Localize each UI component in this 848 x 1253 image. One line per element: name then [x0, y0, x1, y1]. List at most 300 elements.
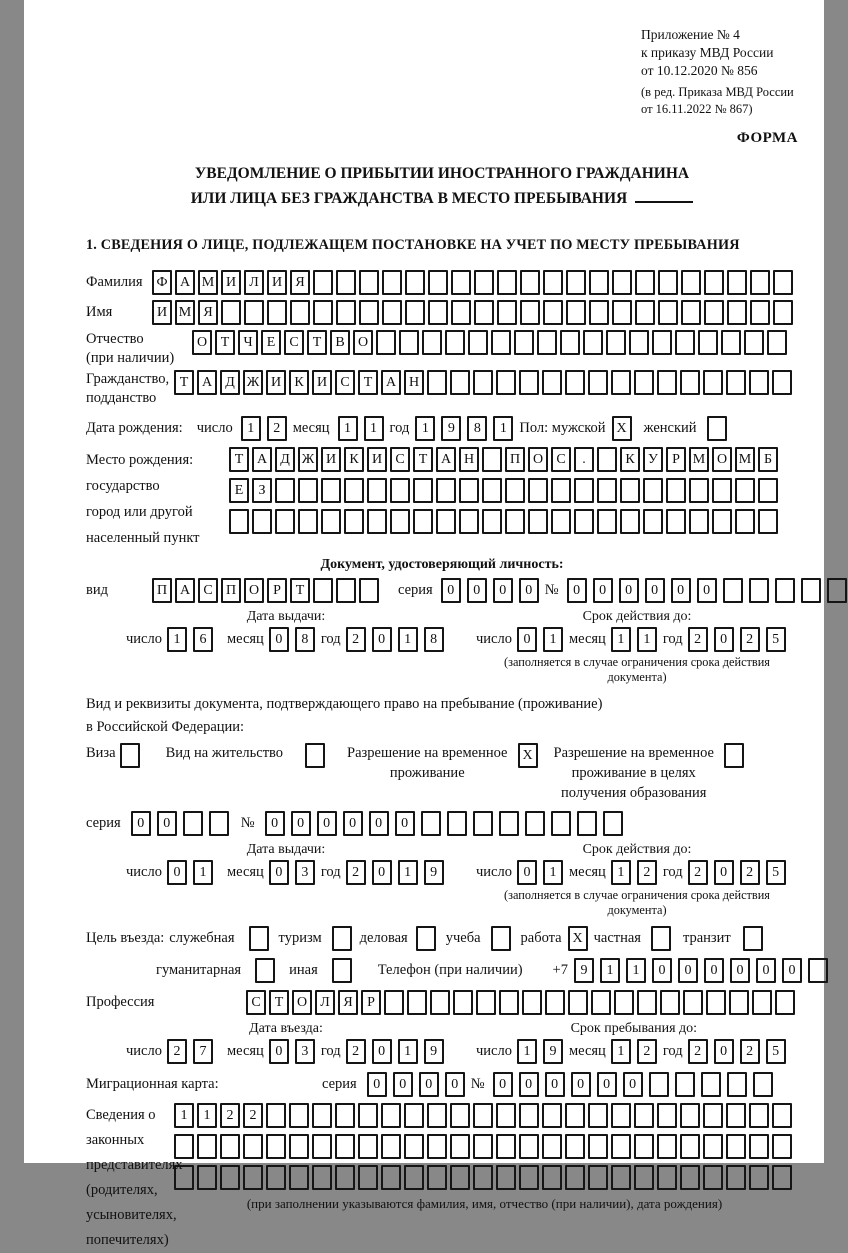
- checkbox-cell[interactable]: [305, 743, 325, 768]
- char-cell[interactable]: [473, 811, 493, 836]
- char-cell[interactable]: [635, 270, 655, 295]
- char-cell[interactable]: 0: [597, 1072, 617, 1097]
- char-cell[interactable]: [427, 1103, 447, 1128]
- char-cell[interactable]: 0: [131, 811, 151, 836]
- char-cell[interactable]: [459, 509, 479, 534]
- char-cell[interactable]: [405, 270, 425, 295]
- char-cell[interactable]: [666, 478, 686, 503]
- char-cell[interactable]: Ж: [298, 447, 318, 472]
- char-cell[interactable]: 1: [493, 416, 513, 441]
- char-cell[interactable]: [404, 1165, 424, 1190]
- char-cell[interactable]: 1: [167, 627, 187, 652]
- checkbox-cell[interactable]: [651, 926, 671, 951]
- char-cell[interactable]: 1: [193, 860, 213, 885]
- char-cell[interactable]: 8: [424, 627, 444, 652]
- char-cell[interactable]: С: [335, 370, 355, 395]
- char-cell[interactable]: 0: [730, 958, 750, 983]
- char-cell[interactable]: О: [353, 330, 373, 355]
- char-cell[interactable]: [519, 1103, 539, 1128]
- char-cell[interactable]: [266, 1165, 286, 1190]
- char-cell[interactable]: [603, 811, 623, 836]
- char-cell[interactable]: 2: [346, 627, 366, 652]
- char-cell[interactable]: 0: [493, 1072, 513, 1097]
- char-cell[interactable]: [750, 270, 770, 295]
- char-cell[interactable]: Д: [275, 447, 295, 472]
- char-cell[interactable]: Н: [404, 370, 424, 395]
- char-cell[interactable]: 1: [398, 627, 418, 652]
- char-cell[interactable]: [313, 300, 333, 325]
- char-cell[interactable]: [174, 1165, 194, 1190]
- char-cell[interactable]: 8: [295, 627, 315, 652]
- char-cell[interactable]: 1: [241, 416, 261, 441]
- char-cell[interactable]: [660, 990, 680, 1015]
- char-cell[interactable]: Т: [174, 370, 194, 395]
- char-cell[interactable]: Т: [215, 330, 235, 355]
- char-cell[interactable]: 0: [467, 578, 487, 603]
- char-cell[interactable]: [450, 1134, 470, 1159]
- char-cell[interactable]: [680, 370, 700, 395]
- char-cell[interactable]: 0: [369, 811, 389, 836]
- char-cell[interactable]: Б: [758, 447, 778, 472]
- char-cell[interactable]: [565, 1165, 585, 1190]
- char-cell[interactable]: [542, 1103, 562, 1128]
- char-cell[interactable]: [497, 300, 517, 325]
- char-cell[interactable]: [649, 1072, 669, 1097]
- char-cell[interactable]: Т: [358, 370, 378, 395]
- char-cell[interactable]: [427, 1134, 447, 1159]
- char-cell[interactable]: [289, 1165, 309, 1190]
- char-cell[interactable]: [399, 330, 419, 355]
- char-cell[interactable]: 0: [157, 811, 177, 836]
- char-cell[interactable]: Л: [315, 990, 335, 1015]
- char-cell[interactable]: О: [192, 330, 212, 355]
- char-cell[interactable]: [701, 1072, 721, 1097]
- char-cell[interactable]: [565, 1103, 585, 1128]
- char-cell[interactable]: [482, 509, 502, 534]
- char-cell[interactable]: 2: [740, 1039, 760, 1064]
- char-cell[interactable]: [312, 1103, 332, 1128]
- checkbox-cell[interactable]: X: [518, 743, 538, 768]
- char-cell[interactable]: [551, 509, 571, 534]
- char-cell[interactable]: [727, 300, 747, 325]
- char-cell[interactable]: И: [266, 370, 286, 395]
- char-cell[interactable]: [252, 509, 272, 534]
- char-cell[interactable]: [525, 811, 545, 836]
- char-cell[interactable]: [726, 1103, 746, 1128]
- char-cell[interactable]: [476, 990, 496, 1015]
- char-cell[interactable]: 5: [766, 1039, 786, 1064]
- char-cell[interactable]: 0: [714, 627, 734, 652]
- char-cell[interactable]: Т: [307, 330, 327, 355]
- char-cell[interactable]: [496, 1165, 516, 1190]
- char-cell[interactable]: [568, 990, 588, 1015]
- char-cell[interactable]: [197, 1165, 217, 1190]
- char-cell[interactable]: [543, 300, 563, 325]
- char-cell[interactable]: [381, 1165, 401, 1190]
- char-cell[interactable]: 0: [517, 860, 537, 885]
- char-cell[interactable]: [405, 300, 425, 325]
- char-cell[interactable]: [313, 270, 333, 295]
- char-cell[interactable]: [703, 1134, 723, 1159]
- char-cell[interactable]: [336, 270, 356, 295]
- char-cell[interactable]: [336, 578, 356, 603]
- char-cell[interactable]: 0: [545, 1072, 565, 1097]
- char-cell[interactable]: [808, 958, 828, 983]
- char-cell[interactable]: [744, 330, 764, 355]
- char-cell[interactable]: [367, 478, 387, 503]
- char-cell[interactable]: [359, 578, 379, 603]
- char-cell[interactable]: 9: [574, 958, 594, 983]
- char-cell[interactable]: 2: [688, 860, 708, 885]
- char-cell[interactable]: [183, 811, 203, 836]
- char-cell[interactable]: М: [175, 300, 195, 325]
- char-cell[interactable]: [577, 811, 597, 836]
- char-cell[interactable]: Т: [229, 447, 249, 472]
- char-cell[interactable]: 0: [269, 860, 289, 885]
- checkbox-cell[interactable]: [249, 926, 269, 951]
- checkbox-cell[interactable]: [491, 926, 511, 951]
- char-cell[interactable]: 0: [519, 578, 539, 603]
- checkbox-cell[interactable]: X: [568, 926, 588, 951]
- char-cell[interactable]: [496, 1134, 516, 1159]
- char-cell[interactable]: 1: [611, 1039, 631, 1064]
- char-cell[interactable]: 0: [395, 811, 415, 836]
- char-cell[interactable]: К: [289, 370, 309, 395]
- char-cell[interactable]: Ф: [152, 270, 172, 295]
- char-cell[interactable]: С: [246, 990, 266, 1015]
- char-cell[interactable]: [298, 509, 318, 534]
- char-cell[interactable]: И: [312, 370, 332, 395]
- char-cell[interactable]: [542, 1165, 562, 1190]
- char-cell[interactable]: [537, 330, 557, 355]
- char-cell[interactable]: [735, 509, 755, 534]
- char-cell[interactable]: [275, 478, 295, 503]
- char-cell[interactable]: [749, 1165, 769, 1190]
- char-cell[interactable]: [689, 478, 709, 503]
- char-cell[interactable]: [344, 509, 364, 534]
- char-cell[interactable]: 1: [626, 958, 646, 983]
- char-cell[interactable]: [675, 330, 695, 355]
- char-cell[interactable]: [683, 990, 703, 1015]
- char-cell[interactable]: [522, 990, 542, 1015]
- char-cell[interactable]: [611, 1165, 631, 1190]
- checkbox-cell[interactable]: [416, 926, 436, 951]
- char-cell[interactable]: [298, 478, 318, 503]
- char-cell[interactable]: [566, 300, 586, 325]
- char-cell[interactable]: [657, 1134, 677, 1159]
- char-cell[interactable]: [496, 370, 516, 395]
- char-cell[interactable]: 0: [619, 578, 639, 603]
- char-cell[interactable]: [634, 1165, 654, 1190]
- char-cell[interactable]: [703, 1165, 723, 1190]
- char-cell[interactable]: [428, 270, 448, 295]
- char-cell[interactable]: [589, 270, 609, 295]
- char-cell[interactable]: [588, 1165, 608, 1190]
- checkbox-cell[interactable]: [724, 743, 744, 768]
- char-cell[interactable]: [381, 1103, 401, 1128]
- char-cell[interactable]: [611, 1103, 631, 1128]
- char-cell[interactable]: [453, 990, 473, 1015]
- char-cell[interactable]: 0: [623, 1072, 643, 1097]
- char-cell[interactable]: [451, 270, 471, 295]
- char-cell[interactable]: [482, 478, 502, 503]
- char-cell[interactable]: [583, 330, 603, 355]
- char-cell[interactable]: [275, 509, 295, 534]
- char-cell[interactable]: [312, 1165, 332, 1190]
- char-cell[interactable]: [430, 990, 450, 1015]
- char-cell[interactable]: П: [221, 578, 241, 603]
- char-cell[interactable]: 2: [740, 627, 760, 652]
- char-cell[interactable]: [390, 478, 410, 503]
- char-cell[interactable]: С: [390, 447, 410, 472]
- char-cell[interactable]: 0: [571, 1072, 591, 1097]
- char-cell[interactable]: 0: [393, 1072, 413, 1097]
- char-cell[interactable]: [376, 330, 396, 355]
- char-cell[interactable]: [209, 811, 229, 836]
- char-cell[interactable]: [643, 509, 663, 534]
- char-cell[interactable]: [427, 370, 447, 395]
- char-cell[interactable]: 1: [600, 958, 620, 983]
- char-cell[interactable]: 2: [740, 860, 760, 885]
- char-cell[interactable]: [620, 478, 640, 503]
- char-cell[interactable]: [703, 370, 723, 395]
- char-cell[interactable]: [221, 300, 241, 325]
- char-cell[interactable]: [229, 509, 249, 534]
- char-cell[interactable]: И: [321, 447, 341, 472]
- char-cell[interactable]: [407, 990, 427, 1015]
- char-cell[interactable]: [611, 1134, 631, 1159]
- char-cell[interactable]: .: [574, 447, 594, 472]
- char-cell[interactable]: [497, 270, 517, 295]
- char-cell[interactable]: П: [505, 447, 525, 472]
- checkbox-cell[interactable]: [120, 743, 140, 768]
- char-cell[interactable]: [680, 1165, 700, 1190]
- char-cell[interactable]: [727, 270, 747, 295]
- char-cell[interactable]: [574, 509, 594, 534]
- char-cell[interactable]: О: [528, 447, 548, 472]
- char-cell[interactable]: А: [252, 447, 272, 472]
- char-cell[interactable]: Ч: [238, 330, 258, 355]
- char-cell[interactable]: 1: [197, 1103, 217, 1128]
- char-cell[interactable]: [321, 478, 341, 503]
- char-cell[interactable]: 0: [269, 1039, 289, 1064]
- char-cell[interactable]: [358, 1134, 378, 1159]
- char-cell[interactable]: 0: [519, 1072, 539, 1097]
- char-cell[interactable]: [381, 1134, 401, 1159]
- char-cell[interactable]: [445, 330, 465, 355]
- checkbox-cell[interactable]: [255, 958, 275, 983]
- char-cell[interactable]: [243, 1165, 263, 1190]
- char-cell[interactable]: [657, 370, 677, 395]
- char-cell[interactable]: [542, 370, 562, 395]
- char-cell[interactable]: [560, 330, 580, 355]
- char-cell[interactable]: [681, 300, 701, 325]
- char-cell[interactable]: Д: [220, 370, 240, 395]
- char-cell[interactable]: 2: [167, 1039, 187, 1064]
- char-cell[interactable]: [588, 1103, 608, 1128]
- char-cell[interactable]: [335, 1103, 355, 1128]
- char-cell[interactable]: [767, 330, 787, 355]
- char-cell[interactable]: 0: [317, 811, 337, 836]
- char-cell[interactable]: [321, 509, 341, 534]
- char-cell[interactable]: [312, 1134, 332, 1159]
- checkbox-cell[interactable]: [332, 926, 352, 951]
- char-cell[interactable]: А: [381, 370, 401, 395]
- char-cell[interactable]: 2: [346, 1039, 366, 1064]
- char-cell[interactable]: А: [197, 370, 217, 395]
- checkbox-cell[interactable]: [743, 926, 763, 951]
- char-cell[interactable]: [528, 478, 548, 503]
- char-cell[interactable]: 5: [766, 860, 786, 885]
- char-cell[interactable]: 0: [269, 627, 289, 652]
- char-cell[interactable]: [726, 1134, 746, 1159]
- char-cell[interactable]: [723, 578, 743, 603]
- char-cell[interactable]: Р: [267, 578, 287, 603]
- char-cell[interactable]: [726, 370, 746, 395]
- char-cell[interactable]: 0: [372, 860, 392, 885]
- char-cell[interactable]: 0: [704, 958, 724, 983]
- char-cell[interactable]: [528, 509, 548, 534]
- char-cell[interactable]: 9: [543, 1039, 563, 1064]
- char-cell[interactable]: Т: [269, 990, 289, 1015]
- char-cell[interactable]: [689, 509, 709, 534]
- char-cell[interactable]: [266, 1103, 286, 1128]
- char-cell[interactable]: 2: [220, 1103, 240, 1128]
- char-cell[interactable]: 0: [291, 811, 311, 836]
- char-cell[interactable]: [772, 370, 792, 395]
- char-cell[interactable]: [634, 370, 654, 395]
- char-cell[interactable]: 2: [243, 1103, 263, 1128]
- char-cell[interactable]: 1: [415, 416, 435, 441]
- char-cell[interactable]: 0: [517, 627, 537, 652]
- char-cell[interactable]: [244, 300, 264, 325]
- char-cell[interactable]: [519, 370, 539, 395]
- char-cell[interactable]: [427, 1165, 447, 1190]
- char-cell[interactable]: [752, 990, 772, 1015]
- char-cell[interactable]: [566, 270, 586, 295]
- char-cell[interactable]: 0: [714, 860, 734, 885]
- char-cell[interactable]: И: [267, 270, 287, 295]
- char-cell[interactable]: [474, 270, 494, 295]
- char-cell[interactable]: [749, 370, 769, 395]
- char-cell[interactable]: 3: [295, 860, 315, 885]
- char-cell[interactable]: [335, 1165, 355, 1190]
- char-cell[interactable]: [772, 1165, 792, 1190]
- char-cell[interactable]: Л: [244, 270, 264, 295]
- char-cell[interactable]: [289, 1103, 309, 1128]
- char-cell[interactable]: И: [152, 300, 172, 325]
- char-cell[interactable]: [404, 1103, 424, 1128]
- char-cell[interactable]: 0: [265, 811, 285, 836]
- char-cell[interactable]: [289, 1134, 309, 1159]
- char-cell[interactable]: [436, 509, 456, 534]
- char-cell[interactable]: 1: [398, 1039, 418, 1064]
- char-cell[interactable]: [680, 1134, 700, 1159]
- char-cell[interactable]: [698, 330, 718, 355]
- char-cell[interactable]: Е: [261, 330, 281, 355]
- char-cell[interactable]: [726, 1165, 746, 1190]
- char-cell[interactable]: 2: [267, 416, 287, 441]
- char-cell[interactable]: [384, 990, 404, 1015]
- char-cell[interactable]: [635, 300, 655, 325]
- char-cell[interactable]: В: [330, 330, 350, 355]
- char-cell[interactable]: [459, 478, 479, 503]
- char-cell[interactable]: [565, 370, 585, 395]
- char-cell[interactable]: [358, 1103, 378, 1128]
- char-cell[interactable]: [712, 478, 732, 503]
- char-cell[interactable]: [335, 1134, 355, 1159]
- char-cell[interactable]: Т: [413, 447, 433, 472]
- char-cell[interactable]: 0: [372, 627, 392, 652]
- char-cell[interactable]: М: [198, 270, 218, 295]
- char-cell[interactable]: [657, 1103, 677, 1128]
- char-cell[interactable]: [499, 990, 519, 1015]
- char-cell[interactable]: [197, 1134, 217, 1159]
- char-cell[interactable]: У: [643, 447, 663, 472]
- char-cell[interactable]: [772, 1134, 792, 1159]
- char-cell[interactable]: [729, 990, 749, 1015]
- char-cell[interactable]: [447, 811, 467, 836]
- char-cell[interactable]: [421, 811, 441, 836]
- char-cell[interactable]: [591, 990, 611, 1015]
- checkbox-cell[interactable]: X: [612, 416, 632, 441]
- char-cell[interactable]: [758, 478, 778, 503]
- char-cell[interactable]: 0: [756, 958, 776, 983]
- checkbox-cell[interactable]: [332, 958, 352, 983]
- char-cell[interactable]: [451, 300, 471, 325]
- char-cell[interactable]: [597, 447, 617, 472]
- checkbox-cell[interactable]: [707, 416, 727, 441]
- char-cell[interactable]: [827, 578, 847, 603]
- char-cell[interactable]: 1: [637, 627, 657, 652]
- char-cell[interactable]: [505, 478, 525, 503]
- char-cell[interactable]: [612, 270, 632, 295]
- char-cell[interactable]: 1: [543, 627, 563, 652]
- char-cell[interactable]: [450, 1103, 470, 1128]
- char-cell[interactable]: [542, 1134, 562, 1159]
- char-cell[interactable]: [290, 300, 310, 325]
- char-cell[interactable]: [611, 370, 631, 395]
- char-cell[interactable]: [565, 1134, 585, 1159]
- char-cell[interactable]: 0: [671, 578, 691, 603]
- char-cell[interactable]: [382, 270, 402, 295]
- char-cell[interactable]: 1: [517, 1039, 537, 1064]
- char-cell[interactable]: Ж: [243, 370, 263, 395]
- char-cell[interactable]: [422, 330, 442, 355]
- char-cell[interactable]: [643, 478, 663, 503]
- char-cell[interactable]: [359, 300, 379, 325]
- char-cell[interactable]: [606, 330, 626, 355]
- char-cell[interactable]: [637, 990, 657, 1015]
- char-cell[interactable]: 0: [493, 578, 513, 603]
- char-cell[interactable]: З: [252, 478, 272, 503]
- char-cell[interactable]: [450, 370, 470, 395]
- char-cell[interactable]: С: [198, 578, 218, 603]
- char-cell[interactable]: [658, 300, 678, 325]
- char-cell[interactable]: [473, 1165, 493, 1190]
- char-cell[interactable]: А: [175, 270, 195, 295]
- char-cell[interactable]: [505, 509, 525, 534]
- char-cell[interactable]: [519, 1134, 539, 1159]
- char-cell[interactable]: О: [292, 990, 312, 1015]
- char-cell[interactable]: 2: [637, 860, 657, 885]
- char-cell[interactable]: [749, 1103, 769, 1128]
- char-cell[interactable]: 8: [467, 416, 487, 441]
- char-cell[interactable]: [574, 478, 594, 503]
- char-cell[interactable]: [344, 478, 364, 503]
- char-cell[interactable]: 0: [697, 578, 717, 603]
- char-cell[interactable]: [597, 509, 617, 534]
